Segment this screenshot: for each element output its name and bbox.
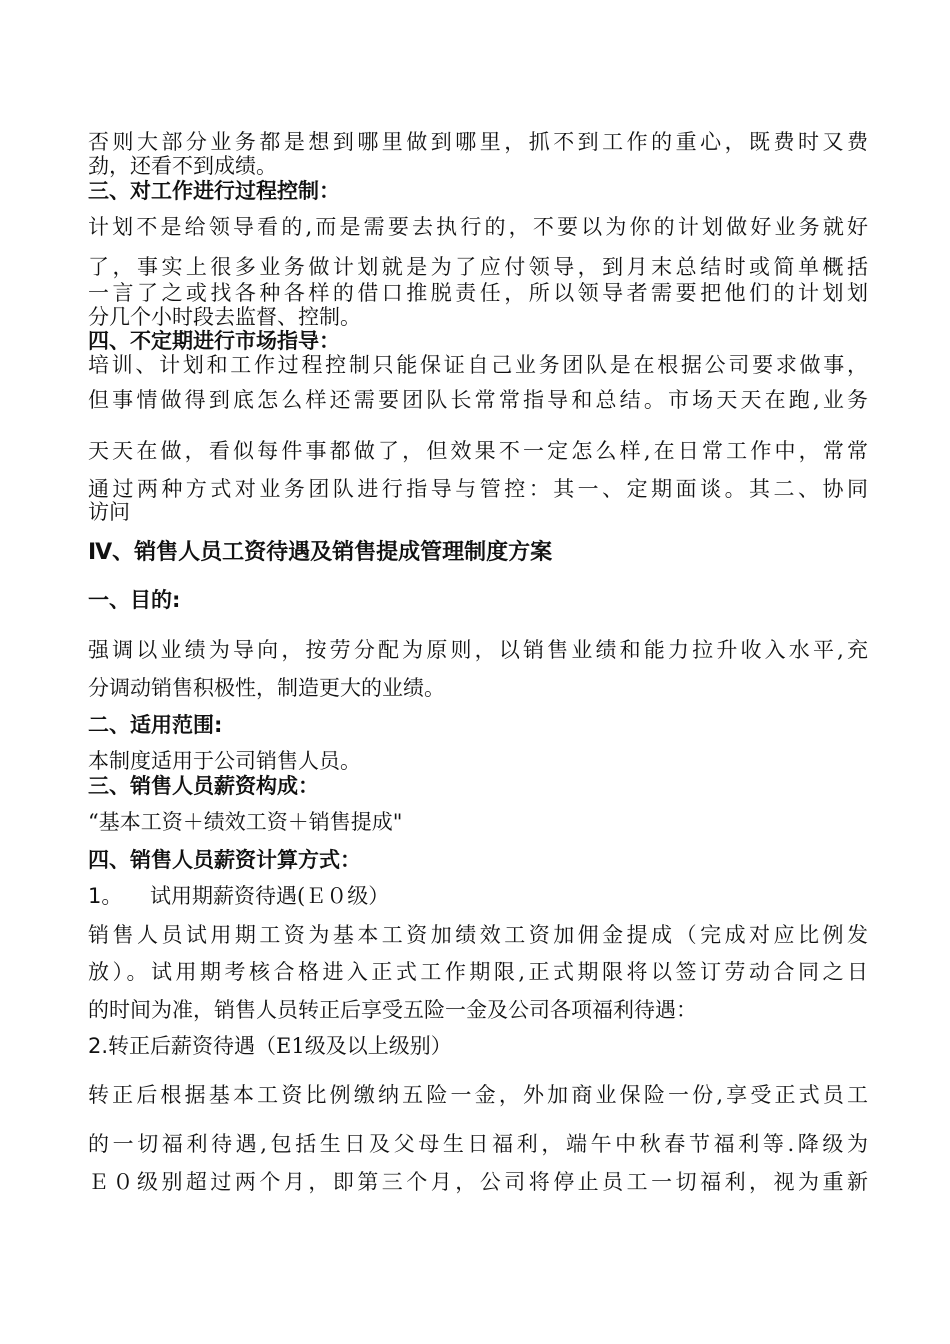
- paragraph-line: 否则大部分业务都是想到哪里做到哪里，抓不到工作的重心，既费时又费: [88, 130, 868, 154]
- heading-salary-structure: 三、销售人员薪资构成：: [88, 774, 319, 798]
- paragraph-line: 了，事实上很多业务做计划就是为了应付领导，到月末总结时或简单概括: [88, 255, 868, 279]
- document-page: [88, 0, 868, 1344]
- heading-scope: 二、适用范围:: [88, 713, 223, 737]
- paragraph-line: 分调动销售积极性，制造更大的业绩。: [88, 676, 445, 700]
- section-title: Ⅳ、销售人员工资待遇及销售提成管理制度方案: [88, 540, 553, 565]
- list-number: 1。: [88, 884, 123, 908]
- paragraph-line: 放）。试用期考核合格进入正式工作期限,正式期限将以签订劳动合同之日: [88, 960, 868, 984]
- list-item-probation: [88, 883, 389, 909]
- paragraph-line: 天天在做，看似每件事都做了，但效果不一定怎么样,在日常工作中，常常: [88, 439, 868, 463]
- paragraph-line: 通过两种方式对业务团队进行指导与管控：其一、定期面谈。其二、协同: [88, 477, 868, 501]
- list-item-text: 试用期薪资待遇(Ｅ０级）: [150, 884, 390, 908]
- paragraph-line: 分几个小时段去监督、控制。: [88, 305, 361, 329]
- list-item-regular: [88, 1033, 452, 1059]
- paragraph-line: 一言了之或找各种各样的借口推脱责任，所以领导者需要把他们的计划划: [88, 281, 868, 305]
- paragraph-line: 本制度适用于公司销售人员。: [88, 749, 361, 773]
- paragraph-line: Ｅ０级别超过两个月，即第三个月，公司将停止员工一切福利，视为重新: [88, 1170, 868, 1194]
- heading-purpose: 一、目的:: [88, 588, 181, 612]
- paragraph-line: 劲，还看不到成绩。: [88, 154, 277, 178]
- heading-process-control: 三、对工作进行过程控制：: [88, 179, 340, 203]
- list-number: 2.: [88, 1034, 109, 1058]
- paragraph-line: 销售人员试用期工资为基本工资加绩效工资加佣金提成（完成对应比例发: [88, 923, 868, 947]
- paragraph-line: “基本工资＋绩效工资＋销售提成": [88, 810, 403, 834]
- paragraph-line: 访问: [88, 500, 130, 524]
- paragraph-line: 强调以业绩为导向，按劳分配为原则，以销售业绩和能力拉升收入水平,充: [88, 638, 868, 662]
- paragraph-line: 计划不是给领导看的,而是需要去执行的，不要以为你的计划做好业务就好: [88, 215, 868, 239]
- list-item-text: 转正后薪资待遇（E1级及以上级别）: [108, 1034, 452, 1058]
- heading-salary-calculation: 四、销售人员薪资计算方式：: [88, 848, 361, 872]
- paragraph-line: 转正后根据基本工资比例缴纳五险一金，外加商业保险一份,享受正式员工: [88, 1083, 868, 1107]
- paragraph-line: 的时间为准，销售人员转正后享受五险一金及公司各项福利待遇：: [88, 998, 697, 1022]
- paragraph-line: 的一切福利待遇,包括生日及父母生日福利，端午中秋春节福利等.降级为: [88, 1132, 868, 1156]
- heading-market-guidance: 四、不定期进行市场指导：: [88, 329, 340, 353]
- paragraph-line: 培训、计划和工作过程控制只能保证自己业务团队是在根据公司要求做事，: [88, 353, 868, 377]
- paragraph-line: 但事情做得到底怎么样还需要团队长常常指导和总结。市场天天在跑,业务: [88, 388, 868, 412]
